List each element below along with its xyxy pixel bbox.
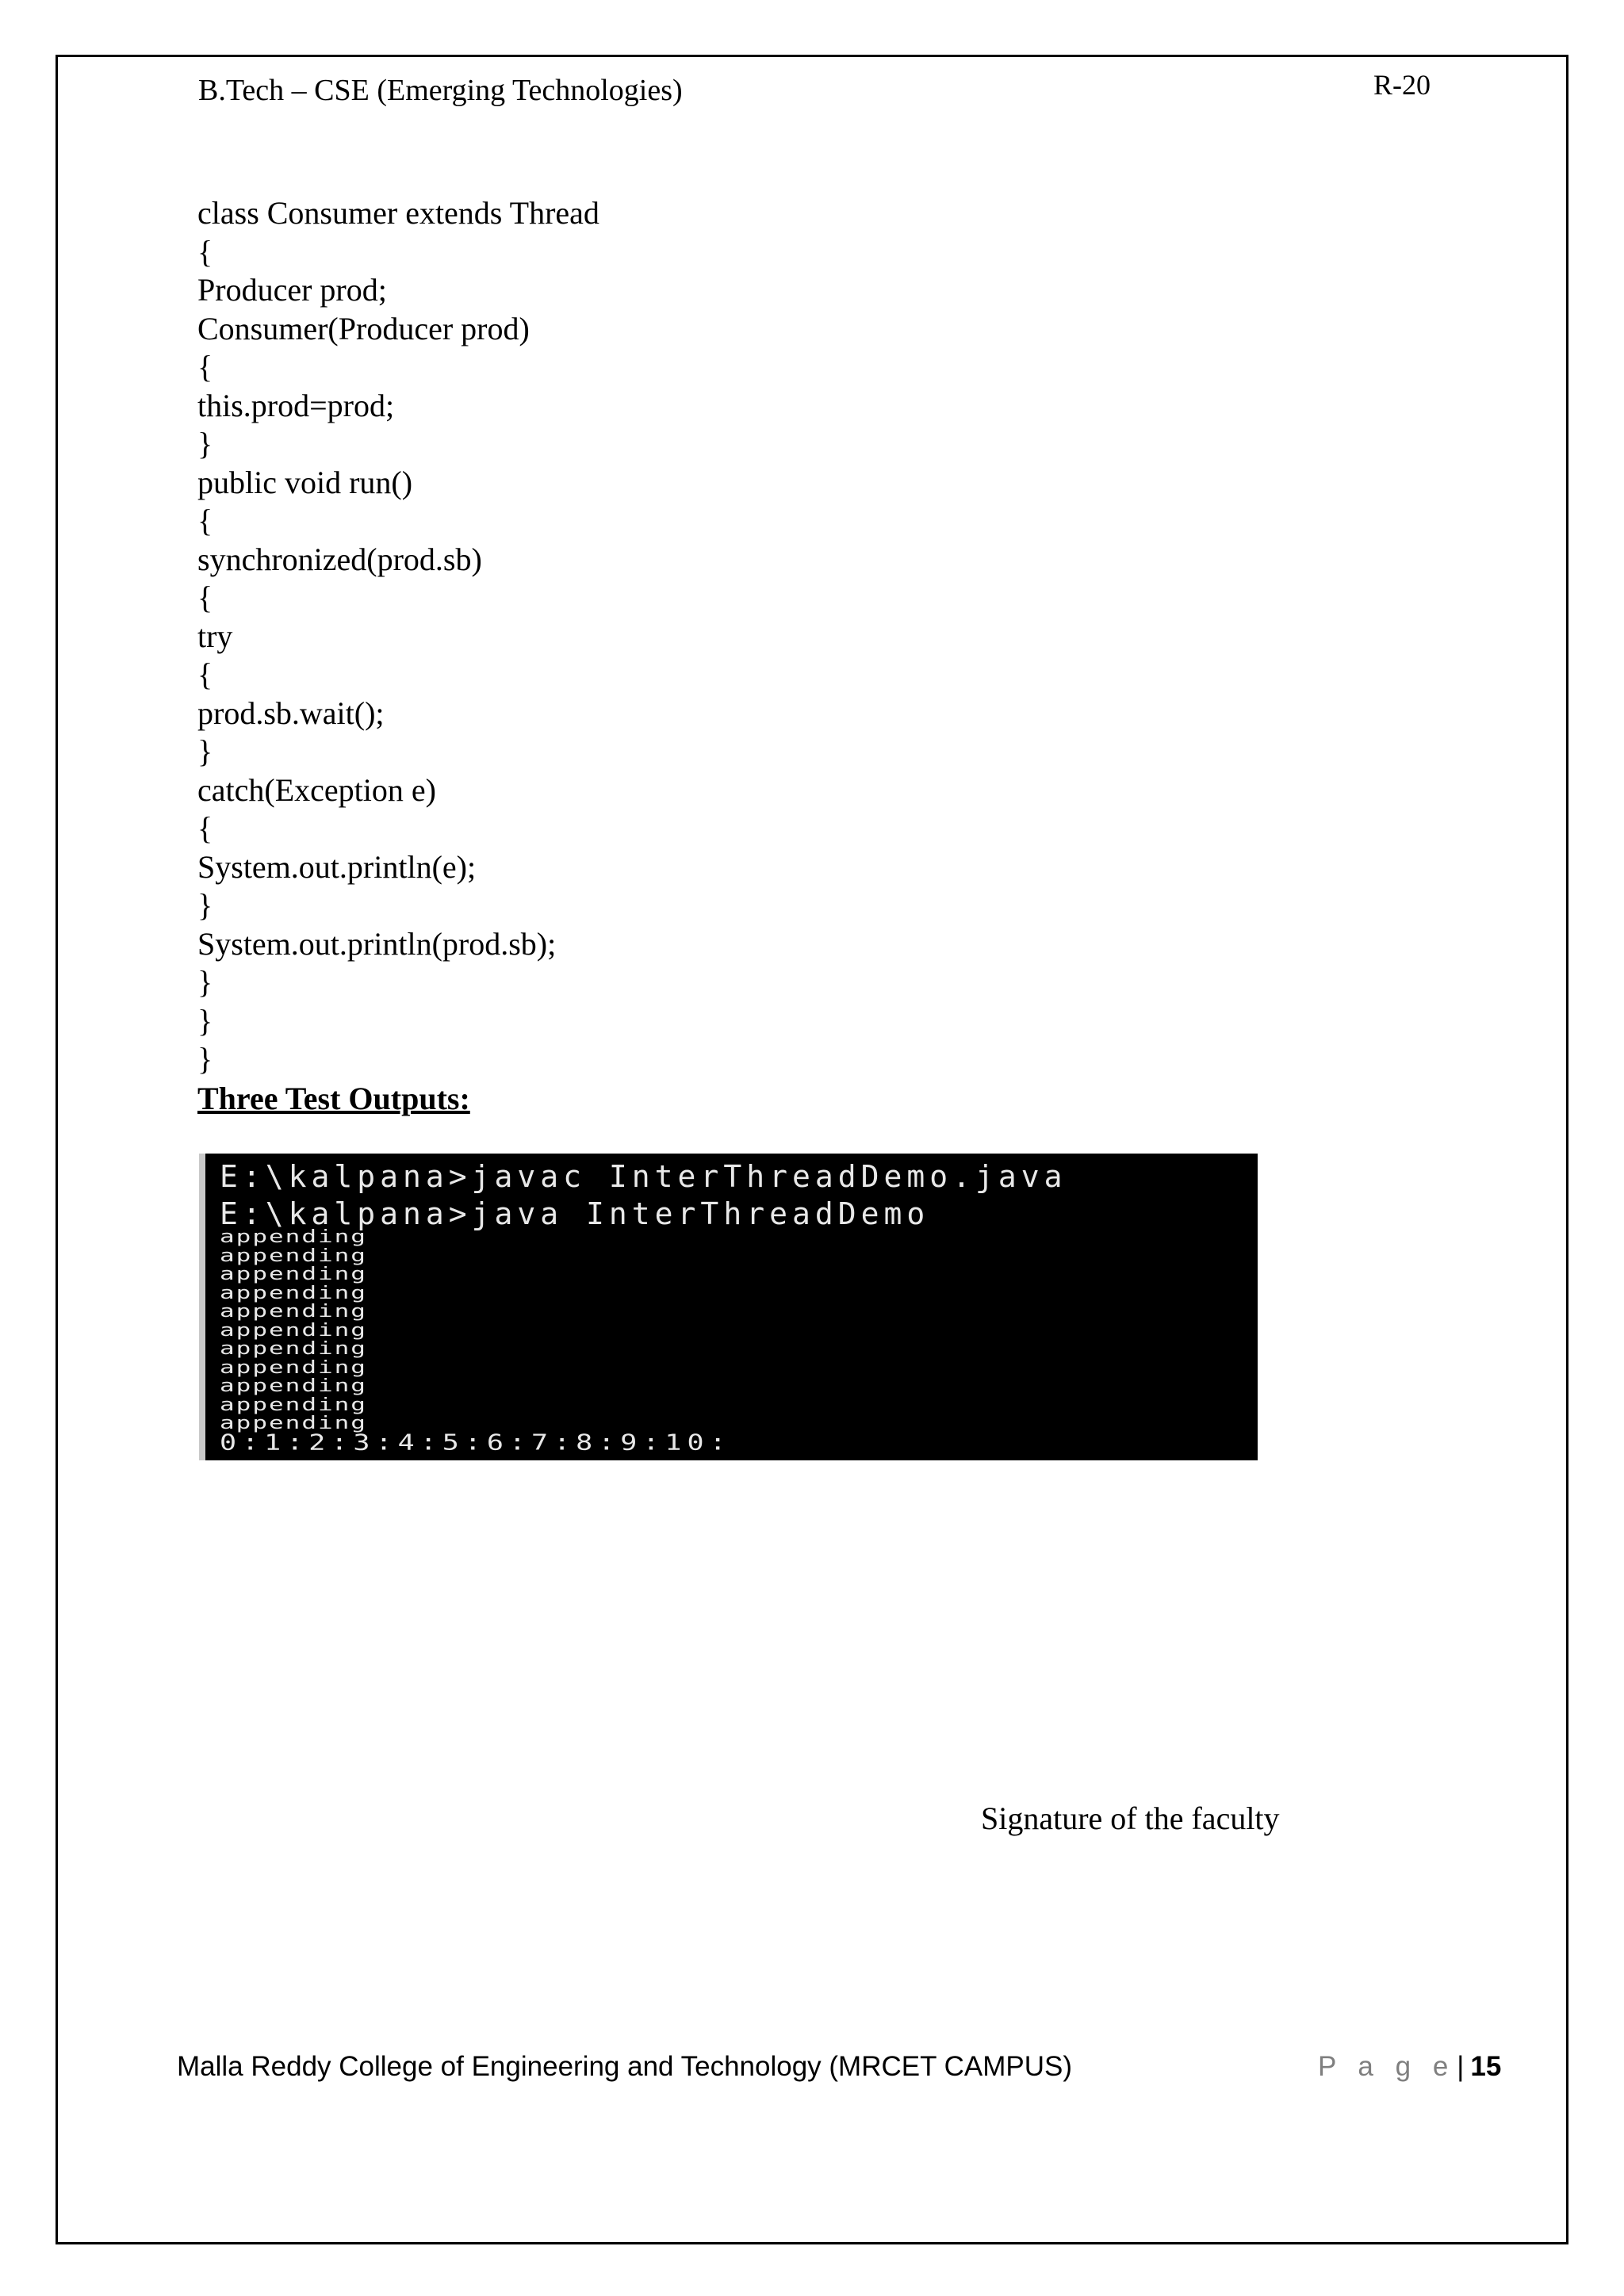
header-regulation: R-20 bbox=[1373, 69, 1431, 101]
footer-page-info bbox=[1318, 2051, 1501, 2083]
code-line: { bbox=[197, 580, 213, 615]
code-line: { bbox=[197, 503, 213, 538]
code-line: } bbox=[197, 1002, 213, 1039]
code-line: } bbox=[197, 426, 213, 461]
terminal-run-command: E:\kalpana>java InterThreadDemo bbox=[220, 1196, 930, 1231]
code-line: { bbox=[197, 656, 213, 692]
page-separator: | bbox=[1457, 2051, 1465, 2082]
code-line: public void run() bbox=[197, 464, 413, 500]
code-line: Consumer(Producer prod) bbox=[197, 310, 530, 346]
terminal-screenshot bbox=[199, 1154, 1258, 1460]
terminal-output-line: appending bbox=[220, 1357, 367, 1378]
terminal-output-line: appending bbox=[220, 1375, 367, 1396]
code-line: } bbox=[197, 964, 213, 1000]
terminal-output-line: appending bbox=[220, 1245, 367, 1266]
code-line: synchronized(prod.sb) bbox=[197, 541, 482, 577]
code-line: System.out.println(prod.sb); bbox=[197, 925, 557, 962]
page-number: 15 bbox=[1470, 2051, 1502, 2082]
page-label: P a g e bbox=[1318, 2051, 1456, 2082]
terminal-output-line: appending bbox=[220, 1412, 367, 1433]
code-line: class Consumer extends Thread bbox=[197, 195, 599, 231]
code-line: { bbox=[197, 810, 213, 846]
code-line: Producer prod; bbox=[197, 272, 387, 308]
code-line: } bbox=[197, 887, 213, 923]
code-line: } bbox=[197, 733, 213, 769]
terminal-output-line: appending bbox=[220, 1300, 367, 1322]
header-course: B.Tech – CSE (Emerging Technologies) bbox=[198, 74, 683, 107]
code-line: prod.sb.wait(); bbox=[197, 695, 385, 731]
footer-institution: Malla Reddy College of Engineering and Technology (MRCET CAMPUS) bbox=[177, 2051, 1072, 2082]
terminal-output bbox=[220, 1226, 732, 1456]
code-line: } bbox=[197, 1041, 213, 1077]
terminal-output-result: 0:1:2:3:4:5:6:7:8:9:10: bbox=[220, 1429, 732, 1456]
code-line: catch(Exception e) bbox=[197, 771, 436, 808]
signature-label: Signature of the faculty bbox=[981, 1800, 1280, 1836]
terminal-output-line: appending bbox=[220, 1282, 367, 1303]
terminal-output-line: appending bbox=[220, 1319, 367, 1341]
code-line: { bbox=[197, 349, 213, 385]
code-line: { bbox=[197, 233, 213, 270]
terminal-output-line: appending bbox=[220, 1394, 367, 1415]
terminal-compile-command: E:\kalpana>javac InterThreadDemo.java bbox=[220, 1159, 1067, 1194]
terminal-output-line: appending bbox=[220, 1226, 367, 1247]
code-line: try bbox=[197, 618, 233, 654]
section-heading: Three Test Outputs: bbox=[197, 1081, 470, 1116]
code-listing bbox=[197, 194, 599, 1079]
code-line: this.prod=prod; bbox=[197, 387, 395, 423]
terminal-output-line: appending bbox=[220, 1263, 367, 1284]
code-line: System.out.println(e); bbox=[197, 848, 477, 885]
terminal-output-line: appending bbox=[220, 1337, 367, 1359]
